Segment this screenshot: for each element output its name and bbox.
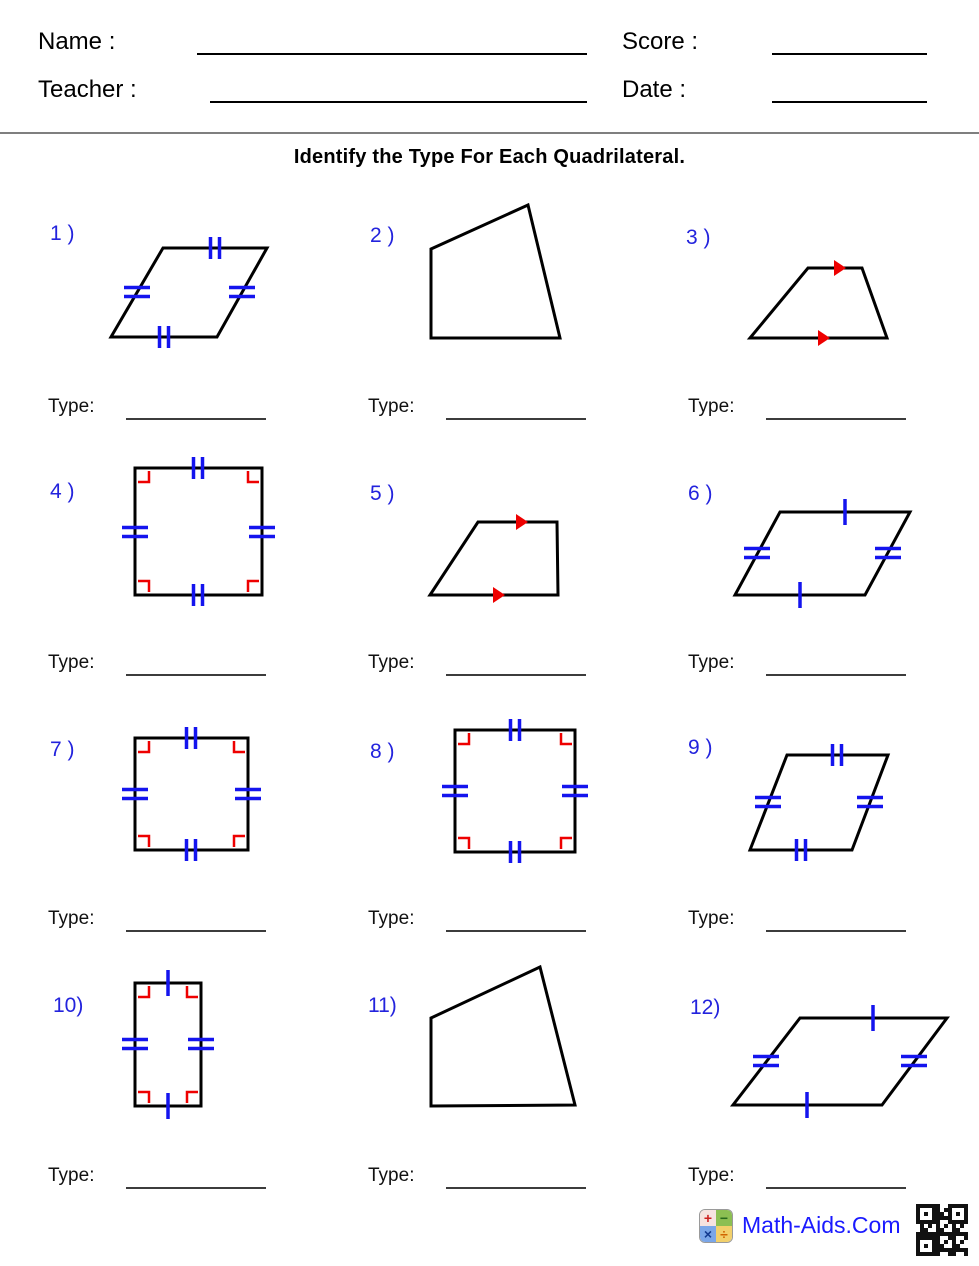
problem-10-type-label: Type: [48,1165,95,1186]
parallel-arrow [493,587,505,603]
quadrilateral-8-square [442,719,588,863]
right-angle-mark [138,836,149,847]
quad-2-outline [431,205,560,338]
math-aids-logo-icon [699,1209,733,1243]
problem-5-answer-line [446,652,586,676]
right-angle-mark [234,741,245,752]
quad-9-outline [750,755,888,850]
quadrilateral-4-square [122,457,275,606]
problem-9-type-label: Type: [688,908,735,929]
quad-6-outline [735,512,910,595]
problem-5-number: 5 ) [370,482,395,505]
right-angle-mark [234,836,245,847]
problem-4-number: 4 ) [50,480,75,503]
problem-11-answer-line [446,1165,586,1189]
problem-11-number: 11) [368,994,397,1017]
qr-code [915,1203,969,1257]
quad-8-outline [455,730,575,852]
score-label: Score : [622,28,699,55]
quadrilateral-6-parallelogram [735,499,910,608]
problem-2-number: 2 ) [370,224,395,247]
problem-3-number: 3 ) [686,226,711,249]
quad-4-outline [135,468,262,595]
problem-6-type-label: Type: [688,652,735,673]
problem-6-number: 6 ) [688,482,713,505]
right-angle-mark [458,733,469,744]
problem-12-answer-line [766,1165,906,1189]
problem-7-type-label: Type: [48,908,95,929]
problem-8-number: 8 ) [370,740,395,763]
right-angle-mark [458,838,469,849]
problem-1-answer-line [126,396,266,420]
right-angle-mark [138,1092,149,1103]
quadrilateral-11-quadrilateral [431,967,575,1106]
quad-7-outline [135,738,248,850]
right-angle-mark [138,986,149,997]
problem-4-answer-line [126,652,266,676]
quadrilateral-1-parallelogram [111,237,267,348]
minus-icon: − [716,1210,732,1226]
problem-12-number: 12) [690,996,721,1019]
quad-3-outline [750,268,887,338]
date-label: Date : [622,76,687,103]
qr-pattern [915,1203,969,1257]
problem-7-answer-line [126,908,266,932]
right-angle-mark [248,471,259,482]
problem-9-number: 9 ) [688,736,713,759]
right-angle-mark [561,733,572,744]
parallel-arrow [834,260,846,276]
quadrilateral-2-quadrilateral [431,205,560,338]
quad-11-outline [431,967,575,1106]
divide-icon: ÷ [716,1226,732,1242]
problem-2-type-label: Type: [368,396,415,417]
problem-12-type-label: Type: [688,1165,735,1186]
problem-4-type-label: Type: [48,652,95,673]
parallel-arrow [818,330,830,346]
quadrilateral-12-parallelogram [733,1005,947,1118]
times-icon: × [700,1226,716,1242]
problem-7-number: 7 ) [50,738,75,761]
right-angle-mark [248,581,259,592]
quadrilateral-3-trapezoid [750,260,887,346]
quad-10-outline [135,983,201,1106]
quadrilateral-5-trapezoid [430,514,558,603]
right-angle-mark [187,986,198,997]
problem-9-answer-line [766,908,906,932]
problem-10-number: 10) [53,994,84,1017]
problem-5-type-label: Type: [368,652,415,673]
right-angle-mark [138,581,149,592]
teacher-label: Teacher : [38,76,137,103]
right-angle-mark [187,1092,198,1103]
right-angle-mark [561,838,572,849]
problem-10-answer-line [126,1165,266,1189]
problem-3-type-label: Type: [688,396,735,417]
quad-5-outline [430,522,558,595]
plus-icon: + [700,1210,716,1226]
problem-8-type-label: Type: [368,908,415,929]
problem-6-answer-line [766,652,906,676]
right-angle-mark [138,471,149,482]
problem-1-type-label: Type: [48,396,95,417]
problem-1-number: 1 ) [50,222,75,245]
brand-name[interactable]: Math-Aids.Com [742,1212,901,1238]
problem-3-answer-line [766,396,906,420]
quadrilateral-10-rectangle [122,970,214,1119]
parallel-arrow [516,514,528,530]
quad-12-outline [733,1018,947,1105]
quadrilateral-7-square [122,727,261,861]
right-angle-mark [138,741,149,752]
problem-8-answer-line [446,908,586,932]
problem-2-answer-line [446,396,586,420]
name-label: Name : [38,28,116,55]
page-title: Identify the Type For Each Quadrilateral. [293,146,686,168]
quad-1-outline [111,248,267,337]
problem-11-type-label: Type: [368,1165,415,1186]
quadrilateral-9-parallelogram [750,744,888,861]
